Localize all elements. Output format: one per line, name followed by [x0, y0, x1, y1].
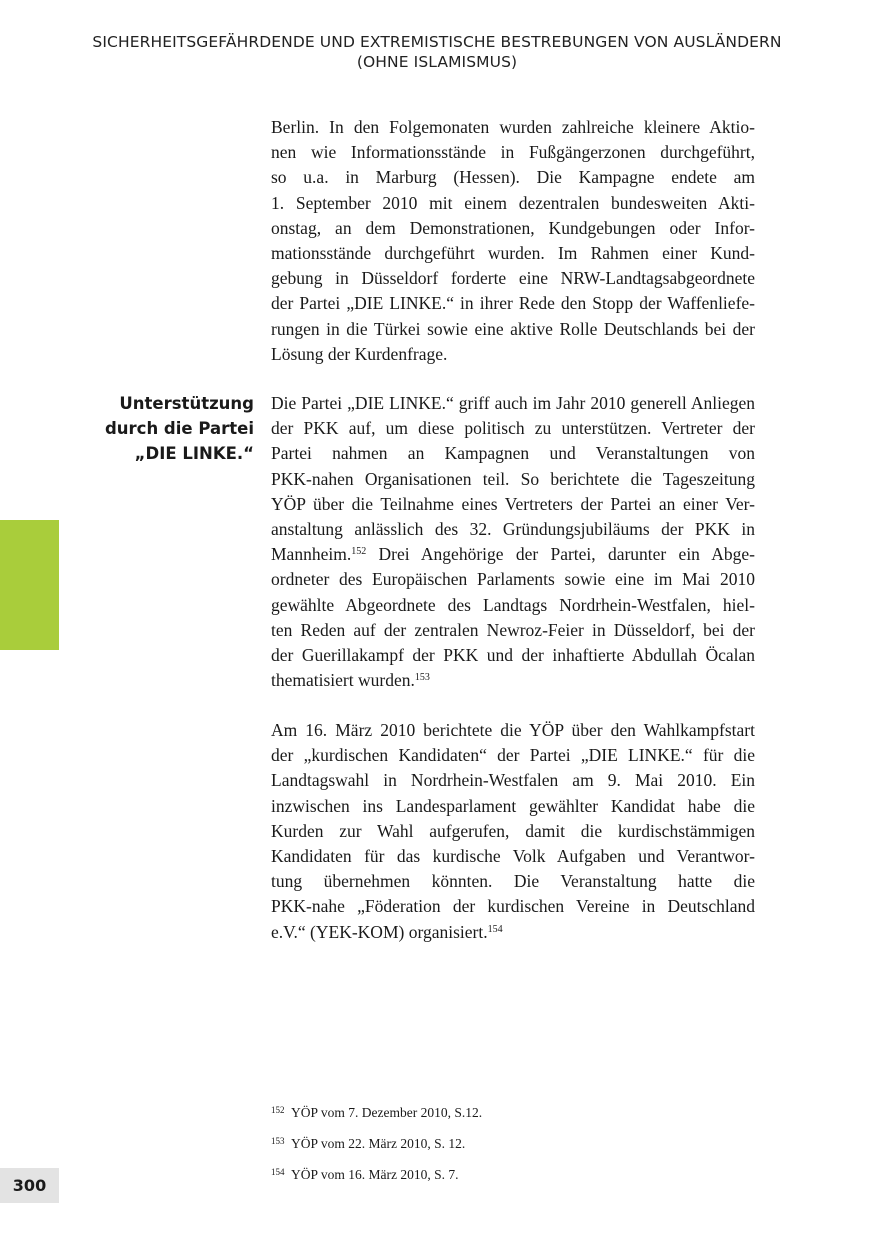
text-line: tung übernehmen könnten. Die Veranstaltung hatte die	[271, 871, 755, 892]
text-line: anstaltung anlässlich des 32. Gründungsjubiläums der PKK in	[271, 519, 755, 540]
sidebar-heading	[54, 391, 254, 466]
sidebar-heading-line-1: Unterstützung	[119, 394, 254, 413]
footnote-ref-152: 152	[351, 546, 367, 558]
paragraph-2	[271, 391, 755, 693]
text-line	[271, 920, 755, 945]
sidebar-heading-line-3: „DIE LINKE.“	[134, 444, 254, 463]
footnote-text: YÖP vom 7. Dezember 2010, S.12.	[291, 1105, 483, 1120]
text-segment: e.V.“ (YEK-KOM) organisiert.	[271, 921, 488, 942]
text-line: 1. September 2010 mit einem dezentralen bundesweiten Akti-	[271, 192, 755, 213]
text-line: ordneter des Europäischen Parlaments sowie eine im Mai 2010	[271, 569, 755, 590]
text-line: PKK-nahen Organisationen teil. So berichtete die Tageszeitung	[271, 468, 755, 489]
text-line	[271, 542, 755, 567]
text-line: PKK-nahe „Föderation der kurdischen Vereine in Deutschland	[271, 896, 755, 917]
text-line: Partei nahmen an Kampagnen und Veranstaltungen von	[271, 443, 755, 464]
footnote-154	[271, 1158, 751, 1189]
text-line: der PKK auf, um diese politisch zu unterstützen. Vertreter der	[271, 418, 755, 439]
text-line: gebung in Düsseldorf forderte eine NRW-Landtagsabgeordnete	[271, 268, 755, 289]
text-line: Die Partei „DIE LINKE.“ griff auch im Jahr 2010 generell Anliegen	[271, 393, 755, 413]
footnote-number: 153	[271, 1136, 285, 1146]
text-line: YÖP über die Teilnahme eines Vertreters der Partei an einer Ver-	[271, 493, 755, 514]
text-line	[271, 668, 755, 693]
text-line: inzwischen ins Landesparlament gewählter Kandidat habe die	[271, 795, 755, 816]
text-line: Berlin. In den Folgemonaten wurden zahlreiche kleinere Aktio-	[271, 117, 755, 137]
footnotes	[271, 1096, 751, 1189]
text-segment: Drei Angehörige der Partei, darunter ein Abge-	[366, 544, 755, 565]
text-line: rungen in die Türkei sowie eine aktive Rolle Deutschlands bei der	[271, 318, 755, 339]
text-line: Landtagswahl in Nordrhein-Westfalen am 9. Mai 2010. Ein	[271, 770, 755, 791]
paragraph-1	[271, 115, 755, 367]
text-line: der „kurdischen Kandidaten“ der Partei „DIE LINKE.“ für die	[271, 745, 755, 766]
text-line: onstag, an dem Demonstrationen, Kundgebungen oder Infor-	[271, 217, 755, 238]
text-line: Lösung der Kurdenfrage.	[271, 343, 448, 364]
sidebar-heading-line-2: durch die Partei	[104, 419, 254, 438]
footnote-number: 154	[271, 1167, 285, 1177]
footnote-text: YÖP vom 22. März 2010, S. 12.	[291, 1136, 466, 1151]
footnote-152	[271, 1096, 751, 1127]
text-segment: thematisiert wurden.	[271, 670, 415, 691]
footnote-ref-153: 153	[414, 672, 430, 684]
running-header	[0, 32, 874, 72]
running-header-line-1: SICHERHEITSGEFÄHRDENDE UND EXTREMISTISCHE BESTREBUNGEN VON AUSLÄNDERN	[92, 33, 782, 51]
text-line: Am 16. März 2010 berichtete die YÖP über den Wahlkampfstart	[271, 720, 755, 740]
text-line: gewählte Abgeordnete des Landtags Nordrhein-Westfalen, hiel-	[271, 594, 755, 615]
footnote-number: 152	[271, 1105, 285, 1115]
text-line: ten Reden auf der zentralen Newroz-Feier in Düsseldorf, bei der	[271, 619, 755, 640]
text-line: mationsstände durchgeführt wurden. Im Rahmen einer Kund-	[271, 243, 755, 264]
text-line: so u.a. in Marburg (Hessen). Die Kampagne endete am	[271, 167, 755, 188]
chapter-tab-marker	[0, 520, 59, 650]
footnote-text: YÖP vom 16. März 2010, S. 7.	[291, 1167, 459, 1182]
text-line: Kurden zur Wahl aufgerufen, damit die kurdischstämmigen	[271, 820, 755, 841]
text-line: der Guerillakampf der PKK und der inhaftierte Abdullah Öcalan	[271, 645, 755, 666]
paragraph-3	[271, 718, 755, 945]
footnote-153	[271, 1127, 751, 1158]
text-line: Kandidaten für das kurdische Volk Aufgaben und Verantwor-	[271, 846, 755, 867]
text-line: nen wie Informationsstände in Fußgängerzonen durchgeführt,	[271, 142, 755, 163]
text-segment: Mannheim.	[271, 544, 352, 565]
text-line: der Partei „DIE LINKE.“ in ihrer Rede den Stopp der Waffenliefe-	[271, 293, 755, 314]
footnote-ref-154: 154	[487, 923, 503, 935]
running-header-line-2: (OHNE ISLAMISMUS)	[356, 53, 518, 71]
page-number: 300	[0, 1168, 59, 1203]
